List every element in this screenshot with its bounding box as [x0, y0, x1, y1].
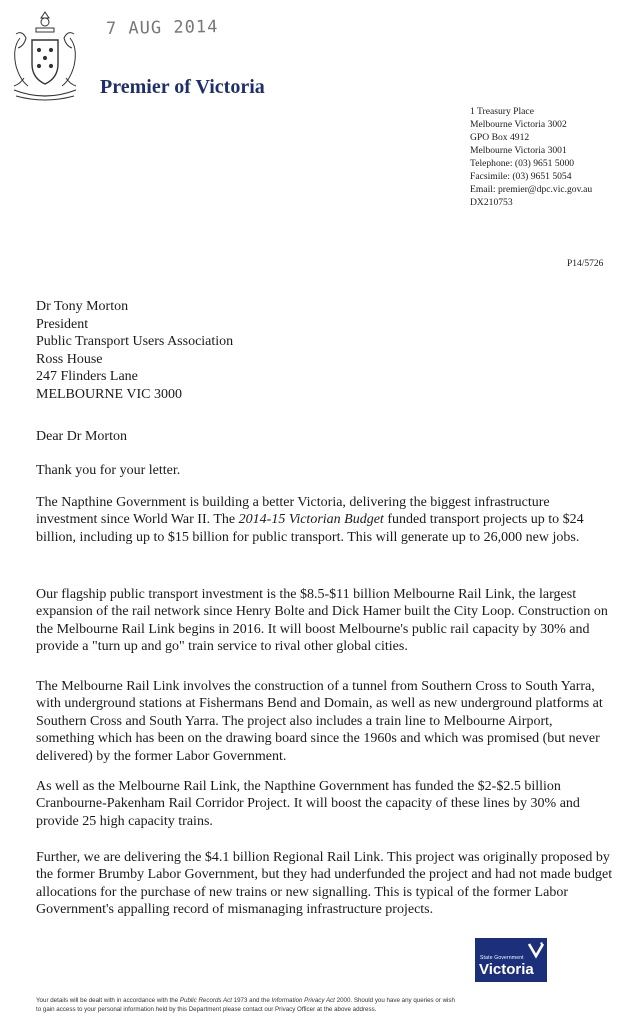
- paragraph-text: funded transport projects up to $24 billion, including up to $15 billion for public transport. This will generate up to 26,000 new jobs.: [36, 512, 584, 545]
- footer-text: Your details will be dealt with in accordance with the: [36, 997, 180, 1004]
- recipient-line: 247 Flinders Lane: [36, 369, 138, 385]
- letter-paragraph: As well as the Melbourne Rail Link, the Napthine Government has funded the $2-$2.5 billion Cranbourne-Pakenham Rail Corridor Project. It will boost the capacity of these lines by 30% and provide 25 high capacity trains.: [36, 779, 580, 829]
- letter-paragraph: Our flagship public transport investment is the $8.5-$11 billion Melbourne Rail Link, the largest expansion of the rail network since Henry Bolte and Dick Hamer built the City Loop. Construction on the Melbourne Rail Link begins in 2016. It will boost Melbourne's public rail capacity by 30% and provide a "turn up and go" train service to rival other global cities.: [36, 587, 608, 655]
- recipient-line: President: [36, 316, 89, 332]
- recipient-address-block: [36, 298, 233, 404]
- recipient-line: Ross House: [36, 351, 103, 367]
- letterhead-title: Premier of Victoria: [100, 76, 265, 98]
- logo-big-text: Victoria: [479, 961, 534, 978]
- address-line: Melbourne Victoria 3002: [470, 119, 567, 130]
- letter-paragraph: Thank you for your letter.: [36, 463, 181, 478]
- address-line: Telephone: (03) 9651 5000: [470, 158, 575, 169]
- address-line: GPO Box 4912: [470, 132, 530, 143]
- footer-line-1: [36, 996, 596, 1005]
- recipient-line: Public Transport Users Association: [36, 334, 234, 350]
- address-line: DX210753: [470, 197, 513, 208]
- received-date-stamp: 7 AUG 2014: [105, 17, 219, 39]
- tick-icon: [527, 941, 545, 959]
- salutation: Dear Dr Morton: [36, 429, 127, 444]
- address-line: Email: premier@dpc.vic.gov.au: [470, 184, 593, 195]
- letter-paragraph: Further, we are delivering the $4.1 billion Regional Rail Link. This project was originally proposed by the former Brumby Labor Government, but they had underfunded the project and had not made budget allocations for the purchase of new trains or new signalling. This is typical of the former Labor Government's appalling record of mismanaging infrastructure projects.: [36, 850, 613, 918]
- letter-paragraph: [36, 494, 614, 546]
- footer-line-2: to gain access to your personal information held by this Department please contact our Privacy Officer at the above address.: [36, 1006, 377, 1013]
- footer-act-name: Public Records Act: [179, 997, 232, 1004]
- letter-paragraph: The Melbourne Rail Link involves the construction of a tunnel from Southern Cross to South Yarra, with underground stations at Fishermans Bend and Domain, as well as new underground platforms at Southern Cross and South Yarra. The project also includes a train line to Melbourne Airport, something which has been on the drawing board since the 1960s and which was promised (but never delivered) by the former Labor Government.: [36, 679, 603, 764]
- privacy-footer: [36, 996, 596, 1014]
- victoria-government-logo: [475, 938, 547, 982]
- address-line: Facsimile: (03) 9651 5054: [470, 171, 572, 182]
- logo-small-text: State Government: [480, 955, 524, 961]
- footer-text: 1973 and the: [231, 997, 272, 1004]
- footer-text: 2000. Should you have any queries or wish: [334, 997, 455, 1004]
- coat-of-arms-icon: [6, 8, 84, 104]
- recipient-line: Dr Tony Morton: [36, 299, 129, 314]
- footer-act-name: Information Privacy Act: [271, 997, 335, 1004]
- recipient-line: MELBOURNE VIC 3000: [36, 386, 182, 402]
- budget-title-emphasis: 2014-15 Victorian Budget: [238, 512, 384, 528]
- sender-address-block: [470, 105, 592, 209]
- address-line: Melbourne Victoria 3001: [470, 145, 567, 156]
- reference-number: P14/5726: [567, 259, 604, 269]
- paragraph-text: The Napthine Government is building a better Victoria, delivering the biggest infrastructure investment since World War II. The: [36, 495, 550, 528]
- address-line: 1 Treasury Place: [470, 106, 534, 117]
